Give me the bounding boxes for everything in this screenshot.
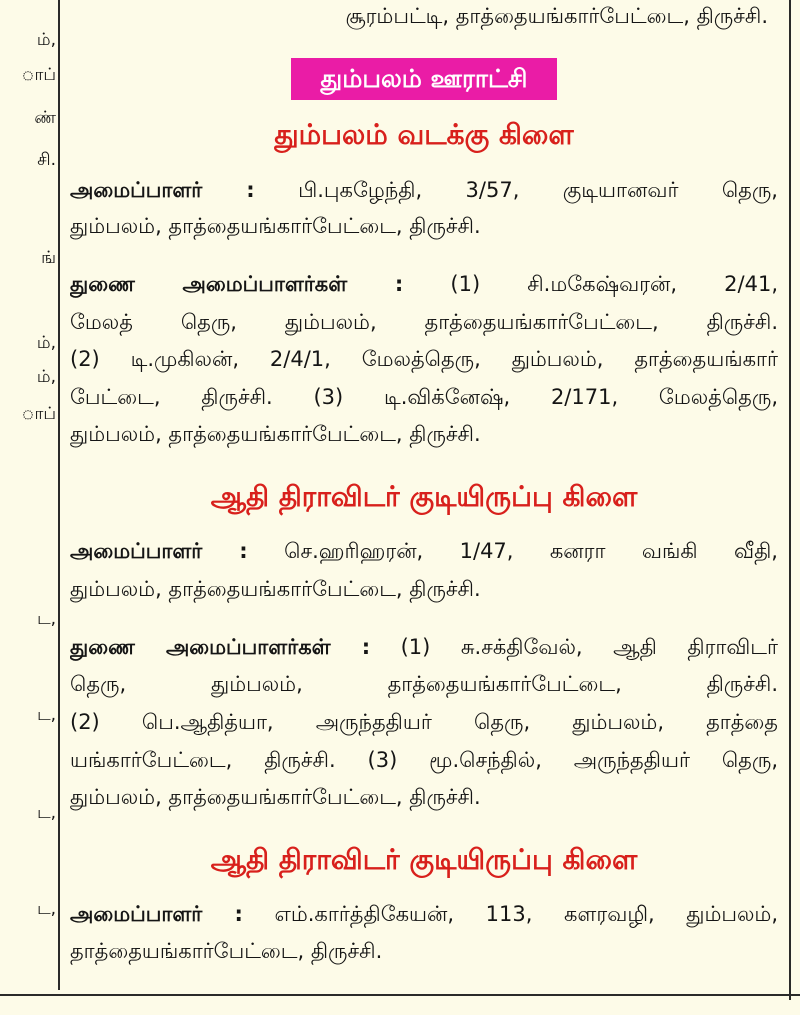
left-fragment: ட, xyxy=(37,609,56,629)
assistants-label: துணை அமைப்பாளர்கள் : xyxy=(70,635,371,659)
assistants-details: (2) பெ.ஆதித்யா, அருந்ததியர் தெரு, தும்பலம், தாத்தை xyxy=(70,710,778,734)
organizer-address: தாத்தையங்கார்பேட்டை, திருச்சி. xyxy=(70,939,383,963)
assistants-details: யங்கார்பேட்டை, திருச்சி. (3) மூ.செந்தில், அருந்ததியர் தெரு, xyxy=(70,748,778,772)
assistants-details: தும்பலம், தாத்தையங்கார்பேட்டை, திருச்சி. xyxy=(70,785,481,809)
assistants-line xyxy=(70,631,778,663)
organizer-line xyxy=(70,174,778,206)
organizer-line xyxy=(70,535,778,567)
left-fragment: ாப் xyxy=(21,404,56,424)
left-column xyxy=(0,0,60,990)
organizer-label: அமைப்பாளர் : xyxy=(70,539,248,563)
assistants-details: தும்பலம், தாத்தையங்கார்பேட்டை, திருச்சி. xyxy=(70,422,481,446)
left-fragment: ட, xyxy=(37,899,56,919)
organizer-address: தும்பலம், தாத்தையங்கார்பேட்டை, திருச்சி. xyxy=(70,577,481,601)
left-fragment: ம், xyxy=(36,367,56,387)
section-heading: ஆதி திராவிடர் குடியிருப்பு கிளை xyxy=(210,480,638,513)
assistants-details: மேலத் தெரு, தும்பலம், தாத்தையங்கார்பேட்டை, திருச்சி. xyxy=(70,310,778,334)
organizer-details: எம்.கார்த்திகேயன், 113, களரவழி, தும்பலம், xyxy=(274,902,778,926)
assistants-label: துணை அமைப்பாளர்கள் : xyxy=(70,272,404,296)
left-fragment: ட, xyxy=(37,803,56,823)
page-bottom-rule xyxy=(0,994,800,996)
left-fragment: ங் xyxy=(41,248,56,268)
section-heading: தும்பலம் வடக்கு கிளை xyxy=(274,118,574,151)
organizer-label: அமைப்பாளர் : xyxy=(70,178,255,202)
left-fragment: ம், xyxy=(36,30,56,50)
continued-address-line: சூரம்பட்டி, தாத்தையங்கார்பேட்டை, திருச்சி. xyxy=(345,4,768,28)
left-fragment: ண் xyxy=(34,108,56,128)
assistants-details: தெரு, தும்பலம், தாத்தையங்கார்பேட்டை, திருச்சி. xyxy=(70,672,778,696)
left-fragment: ட, xyxy=(37,705,56,725)
assistants-details: (1) சு.சக்திவேல், ஆதி திராவிடர் xyxy=(400,635,778,659)
organizer-details: செ.ஹரிஹரன், 1/47, கனரா வங்கி வீதி, xyxy=(284,539,778,563)
organizer-label: அமைப்பாளர் : xyxy=(70,902,243,926)
assistants-details: (2) டி.முகிலன், 2/4/1, மேலத்தெரு, தும்பலம், தாத்தையங்கார் xyxy=(70,347,778,371)
assistants-details: பேட்டை, திருச்சி. (3) டி.விக்னேஷ், 2/171, மேலத்தெரு, xyxy=(70,385,778,409)
left-fragment: ாப் xyxy=(21,65,56,85)
left-fragment: சி. xyxy=(37,150,56,170)
organizer-address: தும்பலம், தாத்தையங்கார்பேட்டை, திருச்சி. xyxy=(70,214,481,238)
assistants-details: (1) சி.மகேஷ்வரன், 2/41, xyxy=(450,272,778,296)
column-divider-right xyxy=(789,0,791,1000)
organizer-line xyxy=(70,898,778,930)
assistants-line xyxy=(70,268,778,300)
panchayat-banner: தும்பலம் ஊராட்சி xyxy=(291,58,557,100)
section-heading: ஆதி திராவிடர் குடியிருப்பு கிளை xyxy=(210,843,638,876)
organizer-details: பி.புகழேந்தி, 3/57, குடியானவர் தெரு, xyxy=(298,178,778,202)
left-fragment: ம், xyxy=(36,333,56,353)
